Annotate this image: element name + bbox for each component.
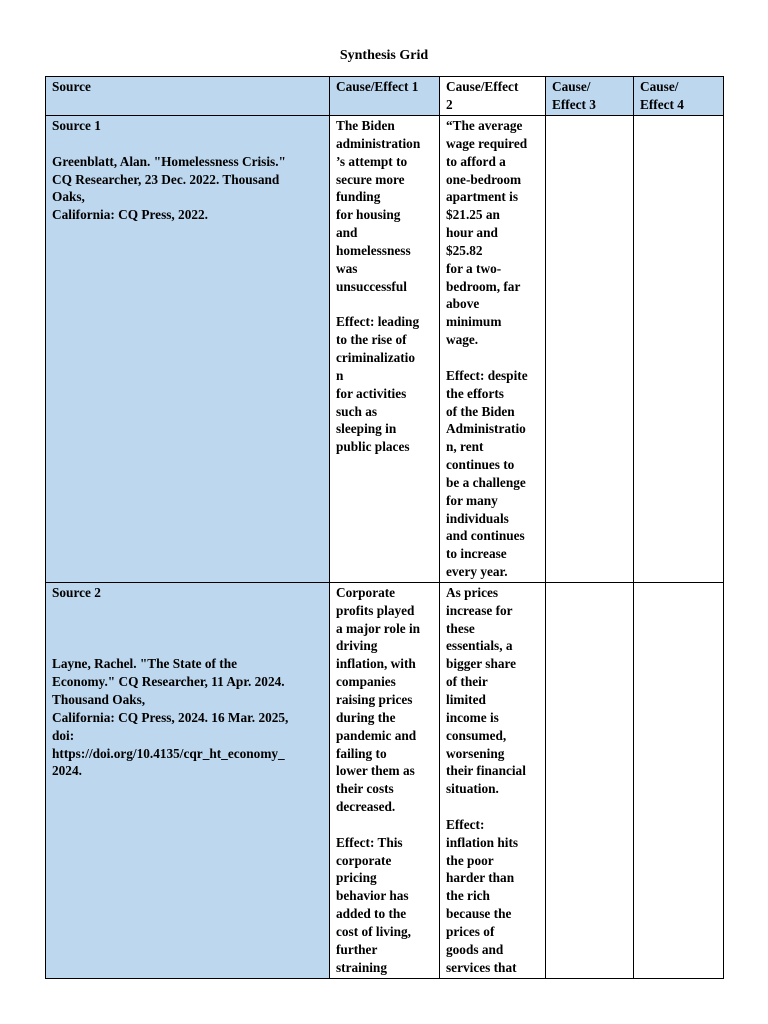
cell-text-line: n	[336, 367, 344, 383]
header-cell-cause-effect-3	[546, 77, 634, 116]
cause-effect-1-cell	[330, 116, 440, 583]
cell-text-line	[446, 798, 540, 816]
cell-text-line: goods and	[446, 941, 504, 957]
cell-text-line: criminalizatio	[336, 349, 416, 365]
header-cause-effect-2-line: 2	[446, 96, 453, 112]
cell-text-line: for many	[446, 492, 498, 508]
cell-text-line: services that	[446, 959, 517, 975]
cell-text-line: cost of living,	[336, 923, 411, 939]
source-cell	[46, 116, 330, 583]
cell-text-line	[52, 620, 324, 638]
cause-effect-4-cell	[634, 582, 724, 978]
cell-text-line: added to the	[336, 906, 407, 922]
cell-text-line: such as	[336, 403, 378, 419]
cell-text-line: Thousand Oaks,	[52, 692, 146, 707]
cell-text-line: wage required	[446, 135, 528, 151]
cell-text-line	[52, 135, 324, 153]
cell-text-line: to increase	[446, 546, 507, 562]
cell-text-line: n, rent	[446, 439, 484, 455]
cell-text-line: for activities	[336, 385, 407, 401]
header-cause-effect-3-line: Cause/	[552, 79, 591, 94]
cell-text-line: inflation, with	[336, 656, 416, 672]
cell-text-line: bedroom, far	[446, 278, 521, 294]
cell-text-line: limited	[446, 692, 486, 707]
cell-text-line: administration	[336, 135, 421, 151]
cell-text-line: one-bedroom	[446, 171, 522, 187]
cell-text-line: doi:	[52, 727, 75, 743]
header-cell-source	[46, 77, 330, 116]
cell-text-line: Layne, Rachel. "The State of the	[52, 656, 238, 672]
cell-text-line: these	[446, 620, 475, 636]
cell-text-line	[446, 349, 540, 367]
cell-text-line: $25.82	[446, 242, 483, 258]
cell-text-line	[336, 816, 434, 834]
cell-text-line: be a challenge	[446, 474, 526, 490]
cell-text-line: Greenblatt, Alan. "Homelessness Crisis."	[52, 153, 286, 169]
cell-text-line: hour and	[446, 225, 498, 241]
cell-text-line: harder than	[446, 870, 515, 886]
cell-text-line: CQ Researcher, 23 Dec. 2022. Thousand	[52, 171, 280, 187]
cell-text-line: ’s attempt to	[336, 153, 408, 169]
cell-text-line: pandemic and	[336, 727, 417, 743]
cell-text-line: Effect: despite	[446, 367, 528, 383]
cell-text-line: situation.	[446, 781, 499, 797]
cell-text-line: Source 2	[52, 584, 101, 600]
header-cause-effect-1-label: Cause/Effect 1	[336, 79, 419, 94]
header-cause-effect-2-line: Cause/Effect	[446, 79, 519, 94]
cell-text-line: corporate	[336, 852, 392, 868]
cell-text-line: behavior has	[336, 888, 409, 904]
cell-text-line: “The average	[446, 118, 523, 133]
cell-text-line: secure more	[336, 171, 405, 187]
cell-text-line: homelessness	[336, 242, 411, 258]
cell-text-line: increase for	[446, 602, 513, 618]
header-cell-cause-effect-2	[440, 77, 546, 116]
cell-text-line: lower them as	[336, 763, 415, 779]
cell-text-line: further	[336, 941, 378, 957]
cell-text-line: above	[446, 296, 480, 312]
cell-text-line: pricing	[336, 870, 377, 886]
cell-text-line: 2024.	[52, 763, 82, 779]
cell-text-line: inflation hits	[446, 834, 519, 850]
table-row	[46, 582, 724, 978]
cell-text-line: for a two-	[446, 260, 502, 276]
cell-text-line: during the	[336, 709, 396, 725]
source-cell	[46, 582, 330, 978]
cell-text-line: of their	[446, 674, 488, 690]
cell-text-line: essentials, a	[446, 638, 513, 654]
cell-text-line: profits played	[336, 602, 415, 618]
cell-text-line: Effect:	[446, 816, 485, 832]
cell-text-line: unsuccessful	[336, 278, 407, 294]
cell-text-line: driving	[336, 638, 378, 654]
cell-text-line: for housing	[336, 207, 401, 223]
cell-text-line: was	[336, 260, 358, 276]
cell-text-line: California: CQ Press, 2022.	[52, 207, 208, 223]
cell-text-line: to the rise of	[336, 332, 407, 348]
cell-text-line: of the Biden	[446, 403, 515, 419]
cell-text-line: public places	[336, 439, 410, 455]
header-cause-effect-4-line: Effect 4	[640, 96, 684, 112]
cell-text-line: sleeping in	[336, 421, 397, 437]
header-row	[46, 77, 724, 116]
table-row	[46, 116, 724, 583]
cell-text-line: and continues	[446, 528, 525, 544]
cell-text-line: failing to	[336, 745, 387, 761]
cell-text-line: continues to	[446, 457, 515, 473]
synthesis-grid-table	[45, 76, 724, 979]
header-cause-effect-3-line: Effect 3	[552, 96, 596, 112]
cell-text-line: https://doi.org/10.4135/cqr_ht_economy_	[52, 745, 285, 761]
cell-text-line: wage.	[446, 332, 479, 348]
cell-text-line: because the	[446, 906, 512, 922]
cell-text-line: raising prices	[336, 692, 413, 707]
cell-text-line: minimum	[446, 314, 502, 330]
cell-text-line: Corporate	[336, 584, 396, 600]
cell-text-line: the poor	[446, 852, 494, 868]
cell-text-line: apartment is	[446, 189, 519, 205]
cause-effect-1-cell	[330, 582, 440, 978]
cell-text-line: decreased.	[336, 799, 396, 815]
cell-text-line: Effect: This	[336, 834, 403, 850]
cell-text-line	[52, 602, 324, 620]
cause-effect-2-cell	[440, 582, 546, 978]
header-cause-effect-4-line: Cause/	[640, 79, 679, 94]
cell-text-line: prices of	[446, 923, 495, 939]
cell-text-line: Oaks,	[52, 189, 85, 205]
cell-text-line: straining	[336, 959, 387, 975]
cell-text-line: California: CQ Press, 2024. 16 Mar. 2025,	[52, 709, 289, 725]
cause-effect-4-cell	[634, 116, 724, 583]
cell-text-line: income is	[446, 709, 499, 725]
cell-text-line: The Biden	[336, 118, 395, 133]
cell-text-line: Administratio	[446, 421, 526, 437]
cell-text-line: the rich	[446, 888, 490, 904]
cell-text-line: funding	[336, 189, 381, 205]
cell-text-line: every year.	[446, 564, 508, 580]
cause-effect-3-cell	[546, 582, 634, 978]
header-cell-cause-effect-4	[634, 77, 724, 116]
cause-effect-2-cell	[440, 116, 546, 583]
cell-text-line: consumed,	[446, 727, 507, 743]
cell-text-line: and	[336, 225, 358, 241]
cell-text-line: to afford a	[446, 153, 506, 169]
cell-text-line: bigger share	[446, 656, 517, 672]
cell-text-line: worsening	[446, 745, 505, 761]
header-cell-cause-effect-1	[330, 77, 440, 116]
cell-text-line: Source 1	[52, 118, 101, 133]
cell-text-line: $21.25 an	[446, 207, 500, 223]
cell-text-line: As prices	[446, 584, 499, 600]
cell-text-line	[336, 295, 434, 313]
cell-text-line	[52, 637, 324, 655]
cell-text-line: their costs	[336, 781, 394, 797]
header-source-label: Source	[52, 79, 91, 94]
cause-effect-3-cell	[546, 116, 634, 583]
cell-text-line: Effect: leading	[336, 314, 420, 330]
cell-text-line: the efforts	[446, 385, 504, 401]
cell-text-line: Economy." CQ Researcher, 11 Apr. 2024.	[52, 674, 285, 690]
document-title: Synthesis Grid	[339, 48, 429, 63]
cell-text-line: a major role in	[336, 620, 421, 636]
cell-text-line: individuals	[446, 510, 509, 526]
cell-text-line: companies	[336, 674, 396, 690]
cell-text-line: their financial	[446, 763, 526, 779]
